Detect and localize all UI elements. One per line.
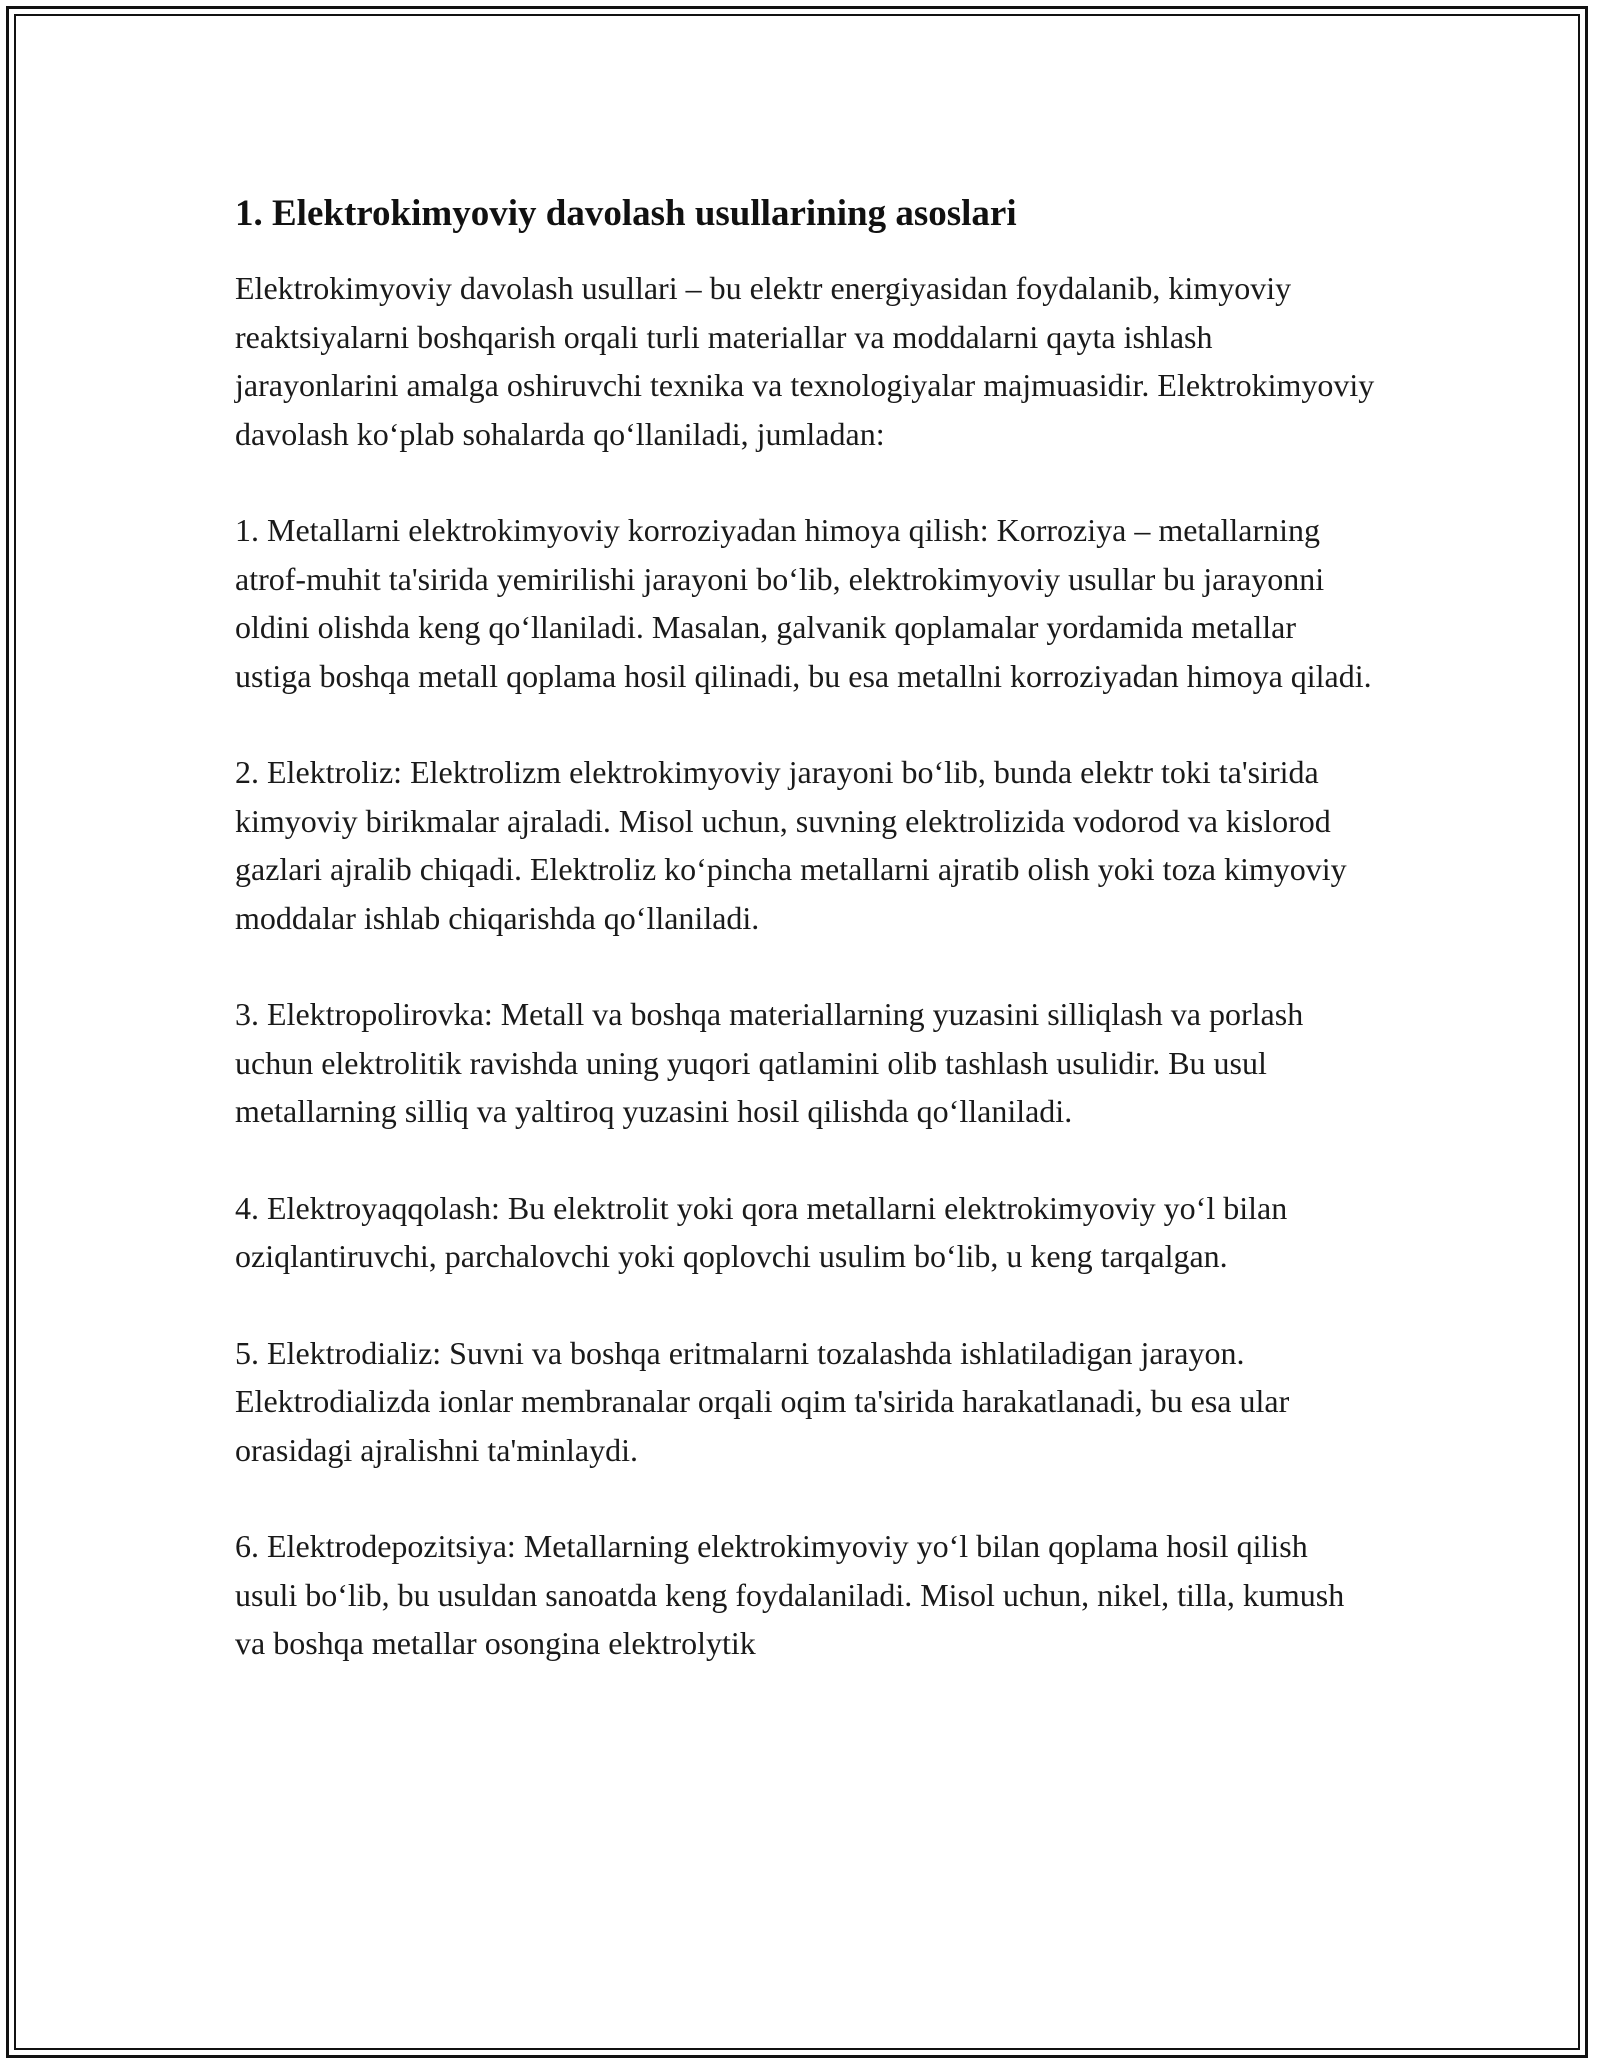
list-item-electroyaqqolash: 4. Elektroyaqqolash: Bu elektrolit yoki qora metallarni elektrokimyoviy yo‘l bilan oziqlantiruvchi, parchalovchi yoki qoplovchi usulim bo‘lib, u keng tarqalgan.: [235, 1189, 1288, 1274]
section-heading: 1. Elektrokimyoviy davolash usullarining asoslari: [235, 193, 1017, 234]
list-item-electrolysis: 2. Elektroliz: Elektrolizm elektrokimyoviy jarayoni bo‘lib, bunda elektr toki ta'sirida kimyoviy birikmalar ajraladi. Misol uchun, suvning elektrolizida vodorod va kislorod gazlari ajralib chiqadi. Elektroliz ko‘pincha metallarni ajratib olish yoki toza kimyoviy moddalar ishlab chiqarishda qo‘llaniladi.: [235, 754, 1347, 936]
list-item-corrosion-protection: 1. Metallarni elektrokimyoviy korroziyadan himoya qilish: Korroziya – metallarning atrof-muhit ta'sirida yemirilishi jarayoni bo‘lib, elektrokimyoviy usullar bu jarayonni oldini olishda keng qo‘llaniladi. Masalan, galvanik qoplamalar yordamida metallar ustiga boshqa metall qoplama hosil qilinadi, bu esa metallni korroziyadan himoya qiladi.: [235, 512, 1372, 694]
document-body: [235, 188, 1375, 1668]
intro-paragraph: Elektrokimyoviy davolash usullari – bu elektr energiyasidan foydalanib, kimyoviy reaktsiyalarni boshqarish orqali turli materiallar va moddalarni qayta ishlash jarayonlarini amalga oshiruvchi texnika va texnologiyalar majmuasidir. Elektrokimyoviy davolash ko‘plab sohalarda qo‘llaniladi, jumladan:: [235, 270, 1375, 452]
list-item-electrodeposition: 6. Elektrodepozitsiya: Metallarning elektrokimyoviy yo‘l bilan qoplama hosil qilish usuli bo‘lib, bu usuldan sanoatda keng foydalaniladi. Misol uchun, nikel, tilla, kumush va boshqa metallar osongina elektrolytik: [235, 1528, 1345, 1661]
list-item-electropolishing: 3. Elektropolirovka: Metall va boshqa materiallarning yuzasini silliqlash va porlash uchun elektrolitik ravishda uning yuqori qatlamini olib tashlash usulidir. Bu usul metallarning silliq va yaltiroq yuzasini hosil qilishda qo‘llaniladi.: [235, 996, 1304, 1129]
list-item-electrodialysis: 5. Elektrodializ: Suvni va boshqa eritmalarni tozalashda ishlatiladigan jarayon. Elektrodializda ionlar membranalar orqali oqim ta'sirida harakatlanadi, bu esa ular orasidagi ajralishni ta'minlaydi.: [235, 1334, 1290, 1468]
